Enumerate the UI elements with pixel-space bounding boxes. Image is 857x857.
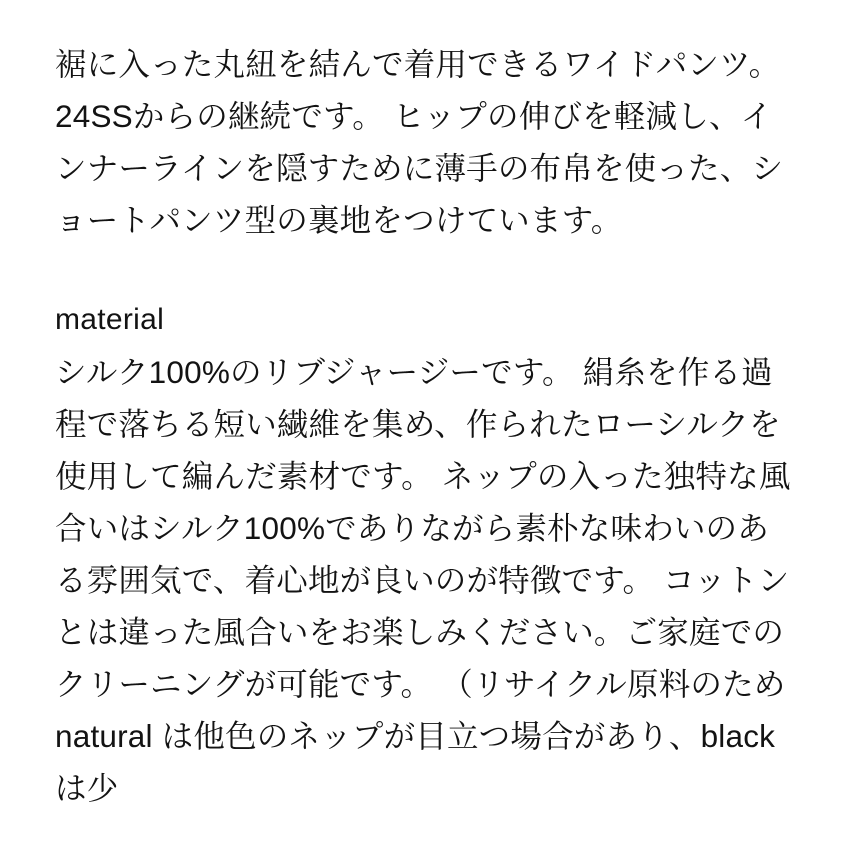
product-description-paragraph: 裾に入った丸紐を結んで着用できるワイドパンツ。 24SSからの継続です。 ヒップの伸びを軽減し、インナーラインを隠すために薄手の布帛を使った、ショートパンツ型の裏地をつけています。 [55, 46, 790, 238]
material-description-paragraph: シルク100%のリブジャージーです。 絹糸を作る過程で落ちる短い繊維を集め、作られたローシルクを使用して編んだ素材です。 ネップの入った独特な風合いはシルク100%でありながら素朴な味わいのある雰囲気で、着心地が良いのが特徴です。 コットンとは違った風合いをお楽しみください。ご家庭でのクリーニングが可能です。 （リサイクル原料のため natural は他色のネップが目立つ場合があり、black は少 [55, 354, 795, 806]
paragraph-spacer [55, 246, 799, 298]
material-section-heading: material [55, 303, 165, 336]
